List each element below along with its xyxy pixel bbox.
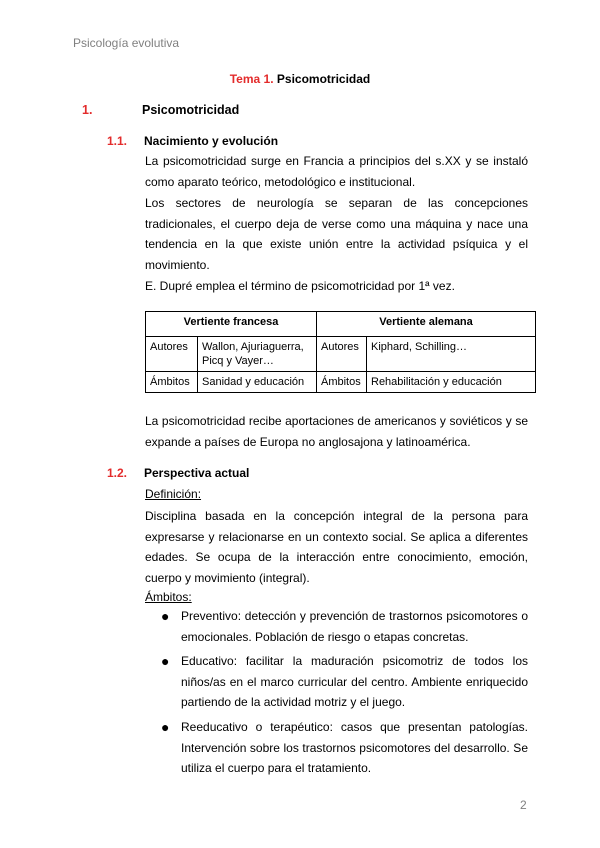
table-cell: Wallon, Ajuriaguerra, Picq y Vayer… (198, 337, 317, 372)
definition-label: Definición: (145, 487, 202, 501)
document-title (0, 72, 600, 86)
paragraph-definition: Disciplina basada en la concepción integral de la persona para expresarse y relacionarse en un contexto social. Se aplica a diferentes edades. Se ocupa de la interacción entre conocimiento, emoción, cuerpo y movimiento (integral). (145, 509, 528, 585)
table-cell: Ámbitos (146, 372, 198, 393)
section-1-2-heading (107, 466, 249, 480)
section-1-title: Psicomotricidad (142, 103, 240, 117)
table-cell: Kiphard, Schilling… (367, 337, 536, 372)
table-header-francesa: Vertiente francesa (146, 312, 317, 337)
list-item (145, 606, 528, 647)
list-item-text: Reeducativo o terapéutico: casos que presentan patologías. Intervención sobre los trastornos psicomotores del desarrollo. Se utiliza el cuerpo para el tratamiento. (181, 719, 528, 776)
list-item-text: Preventivo: detección y prevención de trastornos psicomotores o emocionales. Población de riesgo o etapas concretas. (181, 609, 528, 644)
ambitos-label: Ámbitos: (145, 590, 192, 604)
section-1-number: 1. (82, 103, 93, 117)
list-item-text: Educativo: facilitar la maduración psicomotriz de todos los niños/as en el marco curricular del centro. Ambiente enriquecido partiendo de la actividad motriz y el juego. (181, 654, 528, 710)
section-1-2-number: 1.2. (107, 466, 128, 480)
table-row (146, 337, 536, 372)
table-header-row (146, 312, 536, 337)
section-1-2-title: Perspectiva actual (144, 466, 250, 480)
section-1-1-heading (107, 134, 278, 148)
vertientes-table (145, 311, 536, 393)
paragraph-dupre: E. Dupré emplea el término de psicomotricidad por 1ª vez. (145, 279, 455, 293)
section-1-heading (82, 103, 239, 117)
table-cell: Autores (146, 337, 198, 372)
list-item (145, 717, 528, 779)
bullet-icon: ● (161, 653, 170, 670)
ambitos-list (145, 606, 528, 783)
list-item (145, 651, 528, 713)
table-cell: Ámbitos (317, 372, 367, 393)
bullet-icon: ● (161, 608, 170, 624)
document-title-text: Psicomotricidad (276, 72, 371, 86)
table-cell: Sanidad y educación (198, 372, 317, 393)
page-number: 2 (520, 798, 527, 812)
paragraph-origin: La psicomotricidad surge en Francia a principios del s.XX y se instaló como aparato teórico, metodológico e institucional. (145, 154, 528, 189)
table-cell: Rehabilitación y educación (367, 372, 536, 393)
bullet-icon: ● (161, 718, 170, 735)
table-cell: Autores (317, 337, 367, 372)
paragraph-aportaciones: La psicomotricidad recibe aportaciones de americanos y soviéticos y se expande a países de Europa no anglosajona y latinoamérica. (145, 414, 528, 449)
section-1-1-number: 1.1. (107, 134, 128, 148)
paragraph-neurology: Los sectores de neurología se separan de las concepciones tradicionales, el cuerpo deja de verse como una máquina y nace una tendencia en la que existe unión entre la actividad psíquica y el movimiento. (145, 196, 528, 272)
table-header-alemana: Vertiente alemana (317, 312, 536, 337)
document-title-prefix: Tema 1. (229, 72, 274, 86)
table-row (146, 372, 536, 393)
page-header-title: Psicología evolutiva (73, 36, 180, 50)
section-1-1-title: Nacimiento y evolución (144, 134, 279, 148)
